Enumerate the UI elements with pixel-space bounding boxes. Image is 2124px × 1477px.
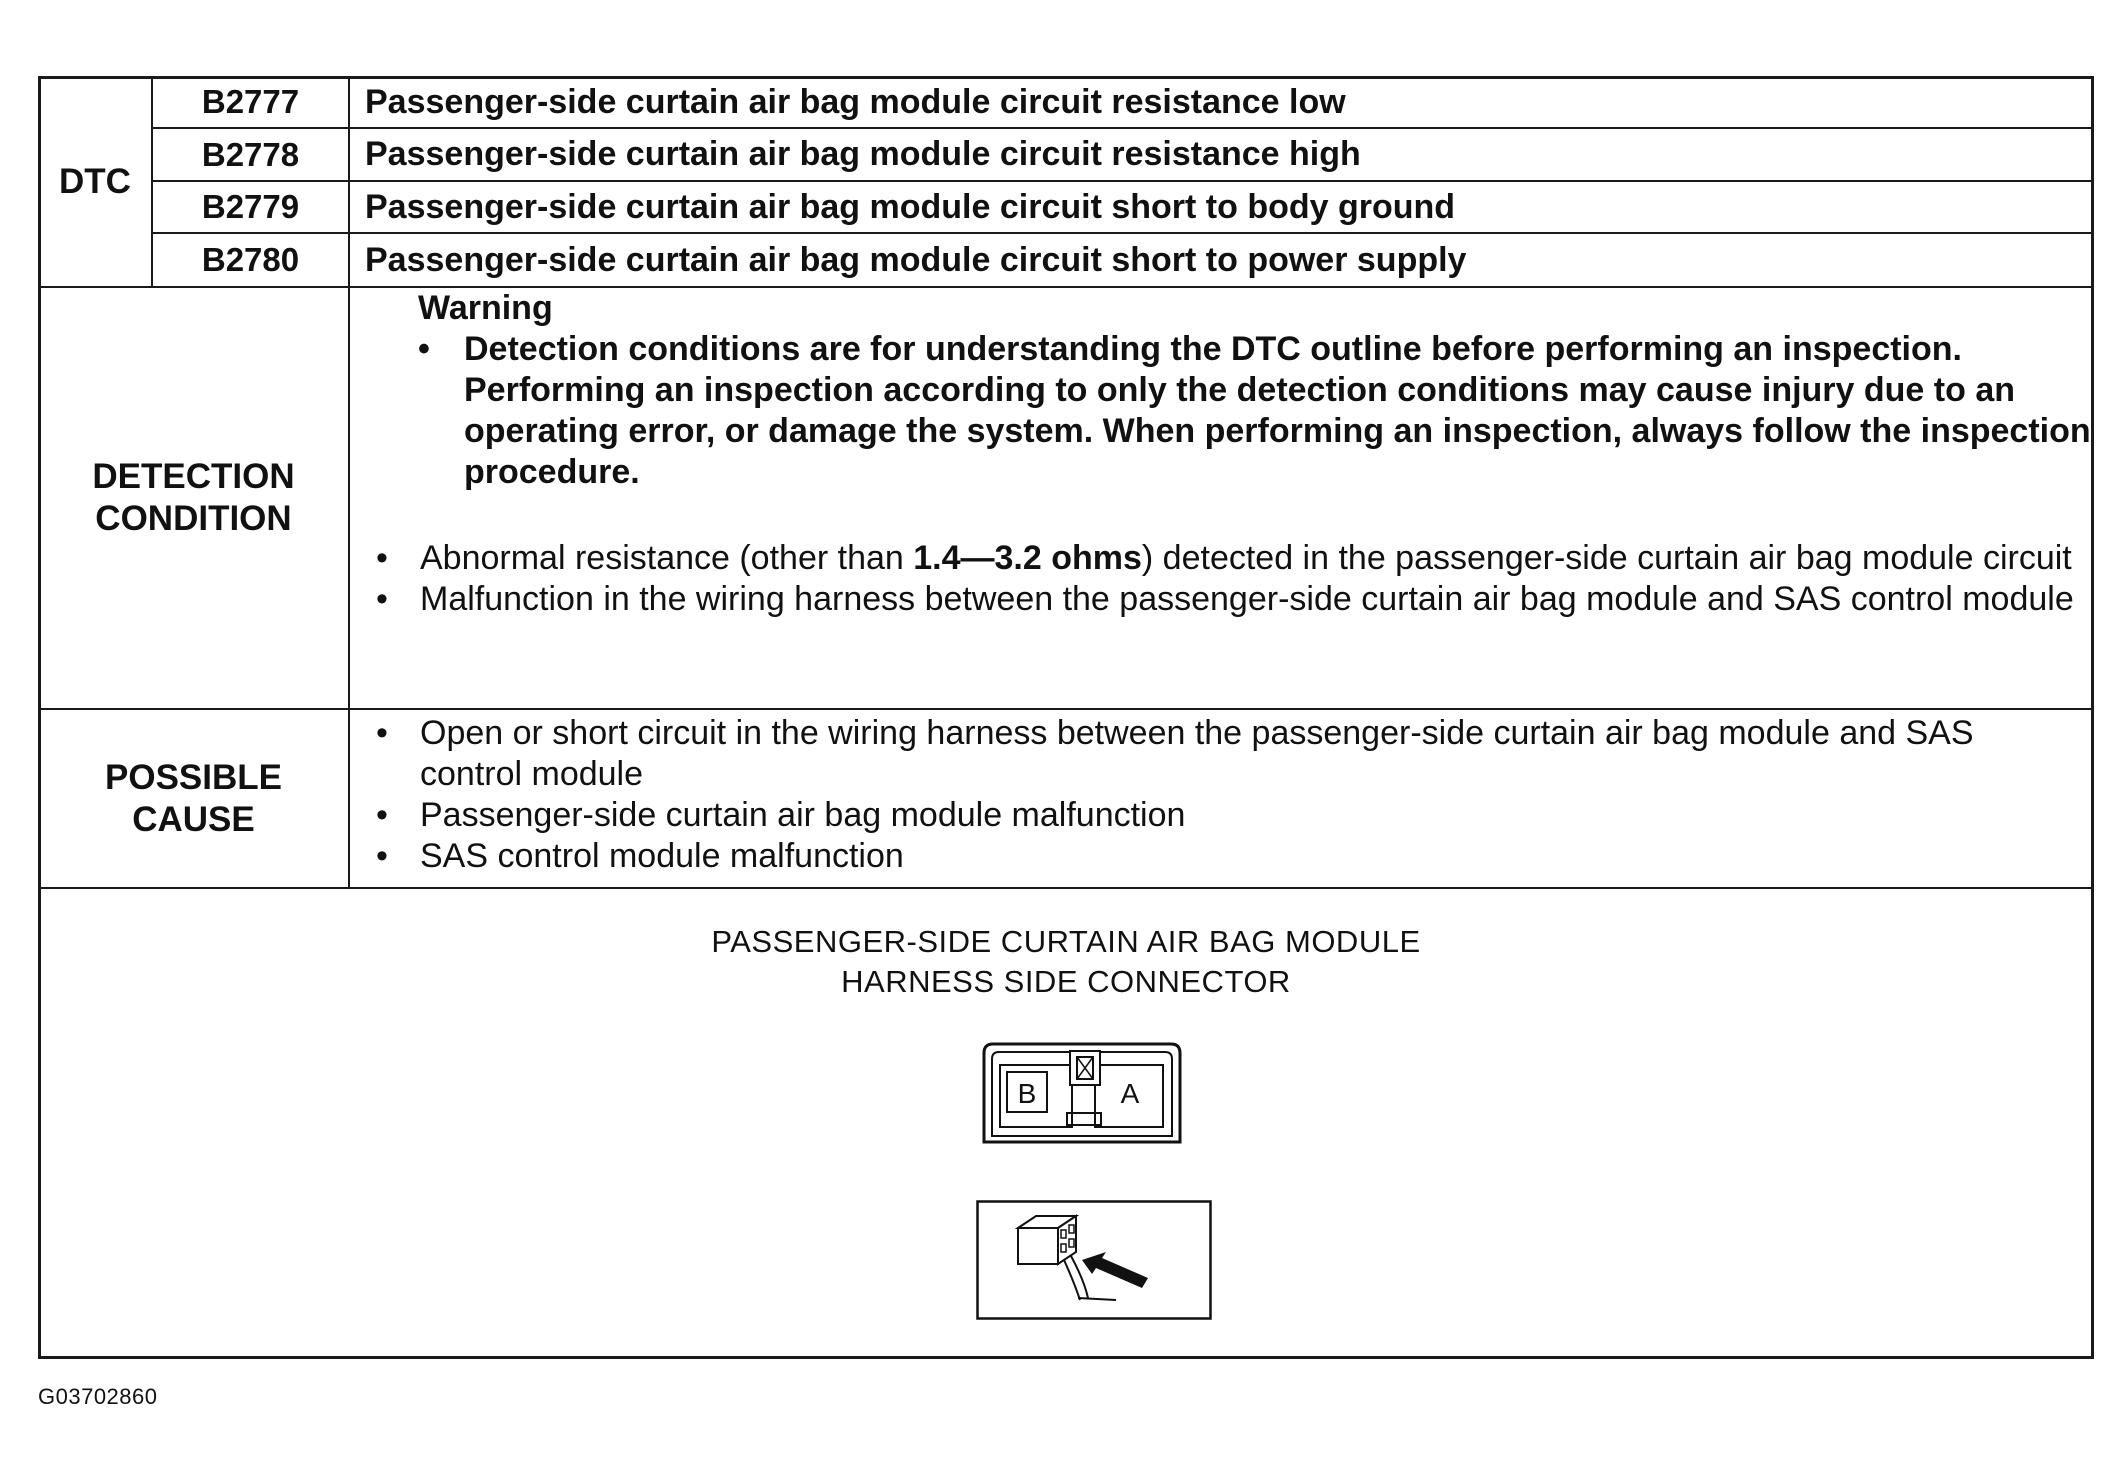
dtc-label xyxy=(38,76,152,287)
possible-cause-item: • SAS control module malfunction xyxy=(368,836,2080,877)
terminal-a-label: A xyxy=(1120,1078,1140,1109)
possible-cause-list xyxy=(368,713,2080,877)
dtc-description-b2777: Passenger-side curtain air bag module circuit resistance low xyxy=(365,82,1346,121)
possible-cause-label-line1: POSSIBLE xyxy=(105,757,282,797)
harness-side-connector-diagram xyxy=(981,1041,1183,1145)
terminal-b-label: B xyxy=(1017,1078,1037,1109)
dtc-description-b2779: Passenger-side curtain air bag module circuit short to body ground xyxy=(365,187,1456,226)
dtc-code-b2779: B2779 xyxy=(201,188,300,225)
dtc-code-b2778: B2778 xyxy=(201,135,300,173)
diagram-title-line1: PASSENGER-SIDE CURTAIN AIR BAG MODULE xyxy=(711,924,1421,959)
possible-cause-label xyxy=(38,709,349,888)
diagram-title-line2: HARNESS SIDE CONNECTOR xyxy=(841,964,1291,999)
connector-diagram-title xyxy=(38,922,2094,1002)
dtc-label-text: DTC xyxy=(59,161,131,201)
dtc-description-b2778: Passenger-side curtain air bag module circuit resistance high xyxy=(365,135,1361,173)
warning-block xyxy=(412,288,2092,493)
detection-condition-list xyxy=(368,538,2080,620)
detection-item-harness: • Malfunction in the wiring harness between the passenger-side curtain air bag module and SAS control module xyxy=(368,579,2080,620)
dtc-code-b2780: B2780 xyxy=(201,241,300,278)
detection-item-resistance xyxy=(368,538,2080,579)
possible-cause-item: • Open or short circuit in the wiring harness between the passenger-side curtain air bag module and SAS control module xyxy=(368,713,2080,795)
dtc-code-b2777: B2777 xyxy=(201,83,300,120)
detection-item-prefix: Abnormal resistance (other than xyxy=(420,539,914,577)
warning-item: • Detection conditions are for understanding the DTC outline before performing an inspection. Performing an inspection according to only the detection conditions may cause injury due to an operating error, or damage the system. When performing an inspection, always follow the inspection procedure. xyxy=(412,329,2092,493)
detection-label-line2: CONDITION xyxy=(95,499,292,538)
detection-label-line1: DETECTION xyxy=(92,457,295,496)
dtc-description-b2780: Passenger-side curtain air bag module circuit short to power supply xyxy=(365,240,1467,279)
warning-title: Warning xyxy=(418,289,553,327)
figure-id: G03702860 xyxy=(38,1384,158,1409)
possible-cause-item: • Passenger-side curtain air bag module malfunction xyxy=(368,795,2080,836)
harness-view-direction-icon xyxy=(976,1200,1212,1320)
detection-condition-label xyxy=(38,287,349,709)
possible-cause-label-line2: CAUSE xyxy=(132,799,255,839)
warning-list xyxy=(412,329,2092,493)
detection-item-suffix: ) detected in the passenger-side curtain air bag module circuit xyxy=(1141,539,2072,577)
resistance-range-value: 1.4—3.2 ohms xyxy=(913,539,1142,577)
